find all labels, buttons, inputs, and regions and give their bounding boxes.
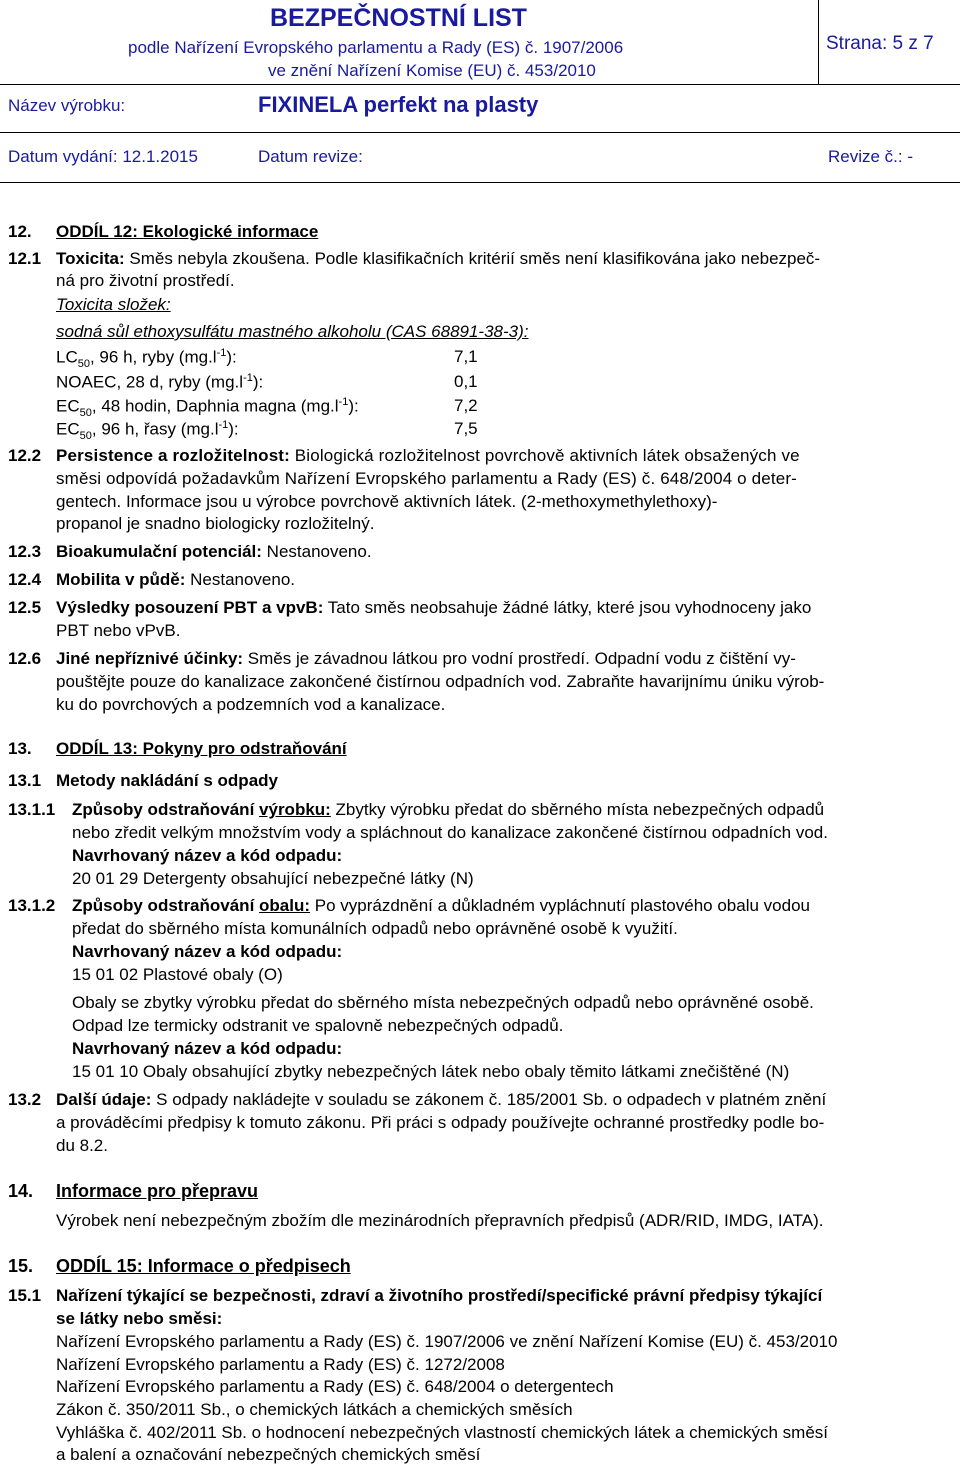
para-15-1-line-1: Nařízení týkající se bezpečnosti, zdraví a životního prostředí/specifické právní předpisy týkající	[56, 1286, 823, 1305]
para-12-6-line-1: Jiné nepříznivé účinky: Směs je závadnou látkou pro vodní prostředí. Odpadní vodu z čištění vy-	[56, 649, 796, 668]
law-item: Zákon č. 350/2011 Sb., o chemických látkách a chemických směsích	[56, 1400, 573, 1419]
para-12-3-number: 12.3	[8, 542, 42, 561]
para-13-1-2-waste-label: Navrhovaný název a kód odpadu:	[72, 942, 343, 961]
toxicity-value: 7,5	[454, 419, 478, 438]
para-13-1-2-waste-label-2: Navrhovaný název a kód odpadu:	[72, 1039, 343, 1058]
para-13-1-1-waste-code: 20 01 29 Detergenty obsahující nebezpečné látky (N)	[72, 869, 474, 888]
product-label: Název výrobku:	[8, 96, 126, 115]
para-12-4-number: 12.4	[8, 570, 42, 589]
para-13-1-1-line-1: Způsoby odstraňování výrobku: Zbytky výrobku předat do sběrného místa nebezpečných odpadů	[72, 800, 825, 819]
regulation-line-1: podle Nařízení Evropského parlamentu a Rady (ES) č. 1907/2006	[128, 38, 624, 57]
law-item: Nařízení Evropského parlamentu a Rady (ES) č. 648/2004 o detergentech	[56, 1377, 614, 1396]
para-12-1-number: 12.1	[8, 249, 42, 268]
para-13-1-2-waste-code-2: 15 01 10 Obaly obsahující zbytky nebezpečných látek nebo obaly těmito látkami znečištěné (N)	[72, 1062, 790, 1081]
section-13-number: 13.	[8, 739, 32, 758]
para-13-2-number: 13.2	[8, 1090, 42, 1109]
para-15-1-line-2: se látky nebo směsi:	[56, 1309, 223, 1328]
para-12-2-line-3: gentech. Informace jsou u výrobce povrchově aktivních látek. (2-methoxymethylethoxy)-	[56, 492, 718, 511]
para-12-5-number: 12.5	[8, 598, 42, 617]
section-14-number: 14.	[8, 1181, 34, 1201]
para-13-1-1-waste-label: Navrhovaný název a kód odpadu:	[72, 846, 343, 865]
toxicity-row: NOAEC, 28 d, ryby $(mg.l^{-1})$:	[56, 372, 264, 392]
para-12-6-number: 12.6	[8, 649, 42, 668]
para-12-3-line: Bioakumulační potenciál: Nestanoveno.	[56, 542, 372, 561]
para-13-2-line-3: du 8.2.	[56, 1136, 108, 1155]
para-12-1-line-2: ná pro životní prostředí.	[56, 271, 235, 290]
header-divider-vertical	[818, 0, 819, 84]
law-item: Nařízení Evropského parlamentu a Rady (ES) č. 1272/2008	[56, 1355, 505, 1374]
toxicity-value: 0,1	[454, 372, 478, 391]
para-13-1-1-line-2: nebo zředit velkým množstvím vody a spláchnout do kanalizace zakončené čistírnou odpadních vod.	[72, 823, 828, 842]
para-13-1-number: 13.1	[8, 771, 42, 790]
para-13-1-2-line-1: Způsoby odstraňování obalu: Po vyprázdnění a důkladném vypláchnutí plastového obalu vodou	[72, 896, 810, 915]
para-12-2-label: Persistence a rozložitelnost:	[56, 446, 290, 465]
para-12-5-line-2: PBT nebo vPvB.	[56, 621, 181, 640]
product-name: FIXINELA perfekt na plasty	[258, 92, 539, 117]
toxicity-row: $LC_{50}$, 96 h, ryby $(mg.l^{-1})$:	[56, 347, 237, 371]
para-12-2-line-2: směsi odpovídá požadavkům Nařízení Evropského parlamentu a Rady (ES) č. 648/2004 o deter-	[56, 469, 797, 488]
para-13-1-label: Metody nakládání s odpady	[56, 771, 278, 790]
para-12-6-line-2: pouštějte pouze do kanalizace zakončené čistírnou odpadních vod. Zabraňte havarijnímu úniku výrob-	[56, 672, 825, 691]
para-12-1-line-1	[56, 249, 820, 269]
section-15-title: ODDÍL 15: Informace o předpisech	[56, 1256, 351, 1276]
toxicity-value: 7,2	[454, 396, 478, 415]
para-12-1-text: Směs nebyla zkoušena. Podle klasifikačních kritérií směs není klasifikována jako nebezpeč-	[124, 249, 821, 268]
section-12-title: ODDÍL 12: Ekologické informace	[56, 222, 319, 241]
para-12-2-number: 12.2	[8, 446, 42, 465]
header-divider-3	[0, 182, 960, 183]
para-12-2-line-4: propanol je snadno biologicky rozložitelný.	[56, 514, 375, 533]
section-14-text: Výrobek není nebezpečným zbožím dle mezinárodních přepravních předpisů (ADR/RID, IMDG, IATA).	[56, 1211, 824, 1230]
section-14-title: Informace pro přepravu	[56, 1181, 259, 1201]
para-13-1-2-line-4: Odpad lze termicky odstranit ve spalovně nebezpečných odpadů.	[72, 1016, 564, 1035]
section-12-number: 12.	[8, 222, 32, 241]
para-12-2-line-1: Persistence a rozložitelnost: Biologická rozložitelnost povrchově aktivních látek obsažených ve	[56, 446, 800, 465]
para-15-1-number: 15.1	[8, 1286, 42, 1305]
para-13-1-1-number: 13.1.1	[8, 800, 56, 819]
header-divider-1	[0, 84, 960, 85]
para-12-4-line: Mobilita v půdě: Nestanoveno.	[56, 570, 296, 589]
regulation-line-2: ve znění Nařízení Komise (EU) č. 453/2010	[268, 61, 596, 80]
header-divider-2	[0, 132, 960, 133]
para-13-1-2-line-2: předat do sběrného místa komunálních odpadů nebo oprávněné osobě k využití.	[72, 919, 678, 938]
law-item: Vyhláška č. 402/2011 Sb. o hodnocení nebezpečných vlastností chemických látek a chemických směsí	[56, 1423, 829, 1442]
para-12-5-line-1: Výsledky posouzení PBT a vpvB: Tato směs neobsahuje žádné látky, které jsou vyhodnoceny jako	[56, 598, 812, 617]
law-item: a balení a označování nebezpečných chemických směsí	[56, 1445, 481, 1464]
toxicity-row: $EC_{50}$, 96 h, řasy $(mg.l^{-1})$:	[56, 419, 239, 443]
page-number: Strana: 5 z 7	[826, 33, 934, 54]
revision-number: Revize č.: -	[828, 147, 914, 166]
para-13-2-line-2: a prováděcími předpisy k tomuto zákonu. Při práci s odpady používejte ochranné prostředky podle bo-	[56, 1113, 825, 1132]
law-item: Nařízení Evropského parlamentu a Rady (ES) č. 1907/2006 ve znění Nařízení Komise (EU) č. 453/2010	[56, 1332, 838, 1351]
revision-date: Datum revize:	[258, 147, 363, 166]
section-15-number: 15.	[8, 1256, 34, 1276]
para-12-6-line-3: ku do povrchových a podzemních vod a kanalizace.	[56, 695, 446, 714]
toxicity-row: $EC_{50}$, 48 hodin, Daphnia magna $(mg.l^{-1})$:	[56, 396, 359, 420]
para-13-1-2-number: 13.1.2	[8, 896, 56, 915]
para-13-1-2-line-3: Obaly se zbytky výrobku předat do sběrného místa nebezpečných odpadů nebo oprávněné osobě.	[72, 993, 814, 1012]
toxicity-heading: Toxicita složek:	[56, 295, 171, 314]
toxicity-substance: sodná sůl ethoxysulfátu mastného alkoholu (CAS 68891-38-3):	[56, 322, 529, 341]
para-13-2-line-1: Další údaje: S odpady nakládejte v souladu se zákonem č. 185/2001 Sb. o odpadech v platném znění	[56, 1090, 827, 1109]
document-title: BEZPEČNOSTNÍ LIST	[270, 4, 527, 32]
issue-date: Datum vydání: 12.1.2015	[8, 147, 198, 166]
section-13-title: ODDÍL 13: Pokyny pro odstraňování	[56, 739, 347, 758]
para-12-1-label: Toxicita:	[56, 249, 125, 268]
para-13-1-2-waste-code: 15 01 02 Plastové obaly (O)	[72, 965, 283, 984]
toxicity-value: 7,1	[454, 347, 478, 366]
